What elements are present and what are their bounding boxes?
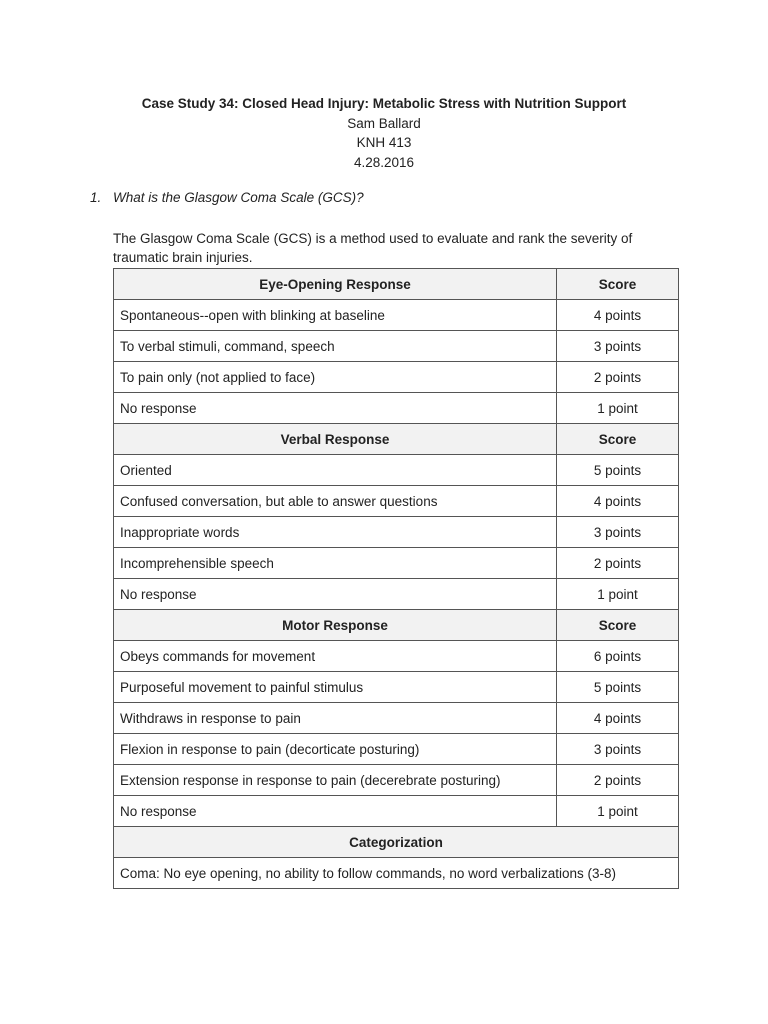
row-label: Flexion in response to pain (decorticate posturing) [114,734,557,765]
categorization-header-row [114,827,679,858]
eye-heading: Eye-Opening Response [114,269,557,300]
row-score: 4 points [557,486,679,517]
row-label: Incomprehensible speech [114,548,557,579]
row-score: 2 points [557,765,679,796]
motor-score-heading: Score [557,610,679,641]
row-label: No response [114,796,557,827]
table-row [114,796,679,827]
table-row [114,672,679,703]
row-score: 2 points [557,362,679,393]
table-row [114,455,679,486]
table-row [114,734,679,765]
row-score: 4 points [557,300,679,331]
table-row [114,548,679,579]
row-score: 5 points [557,672,679,703]
table-row [114,331,679,362]
question-number: 1. [90,190,102,205]
row-label: Oriented [114,455,557,486]
eye-header-row [114,269,679,300]
categorization-heading: Categorization [114,827,679,858]
row-score: 3 points [557,331,679,362]
intro-paragraph: The Glasgow Coma Scale (GCS) is a method used to evaluate and rank the severity of traumatic brain injuries. [113,231,633,265]
table-row [114,393,679,424]
row-label: Obeys commands for movement [114,641,557,672]
row-label: Withdraws in response to pain [114,703,557,734]
table-row [114,300,679,331]
question-1 [90,190,364,205]
row-score: 3 points [557,734,679,765]
row-label: To pain only (not applied to face) [114,362,557,393]
row-label: Inappropriate words [114,517,557,548]
motor-header-row [114,610,679,641]
table-row [114,362,679,393]
categorization-text: Coma: No eye opening, no ability to follow commands, no word verbalizations (3-8) [114,858,679,889]
author-name: Sam Ballard [347,115,421,131]
row-score: 2 points [557,548,679,579]
row-label: Spontaneous--open with blinking at baseline [114,300,557,331]
verbal-header-row [114,424,679,455]
table-row [114,858,679,889]
row-score: 1 point [557,579,679,610]
row-score: 4 points [557,703,679,734]
row-score: 1 point [557,393,679,424]
table-row [114,486,679,517]
row-label: Extension response in response to pain (decerebrate posturing) [114,765,557,796]
table-row [114,765,679,796]
gcs-table [113,268,679,889]
row-label: No response [114,393,557,424]
row-score: 1 point [557,796,679,827]
motor-heading: Motor Response [114,610,557,641]
document-title: Case Study 34: Closed Head Injury: Metabolic Stress with Nutrition Support [141,96,627,111]
table-row [114,703,679,734]
verbal-score-heading: Score [557,424,679,455]
row-score: 6 points [557,641,679,672]
row-label: No response [114,579,557,610]
table-row [114,641,679,672]
course-code: KNH 413 [356,135,412,150]
verbal-heading: Verbal Response [114,424,557,455]
question-text: What is the Glasgow Coma Scale (GCS)? [113,190,364,205]
table-row [114,517,679,548]
row-label: Purposeful movement to painful stimulus [114,672,557,703]
row-score: 3 points [557,517,679,548]
document-date: 4.28.2016 [353,154,415,170]
eye-score-heading: Score [557,269,679,300]
row-label: Confused conversation, but able to answer questions [114,486,557,517]
table-row [114,579,679,610]
document-header [0,94,768,172]
row-score: 5 points [557,455,679,486]
row-label: To verbal stimuli, command, speech [114,331,557,362]
